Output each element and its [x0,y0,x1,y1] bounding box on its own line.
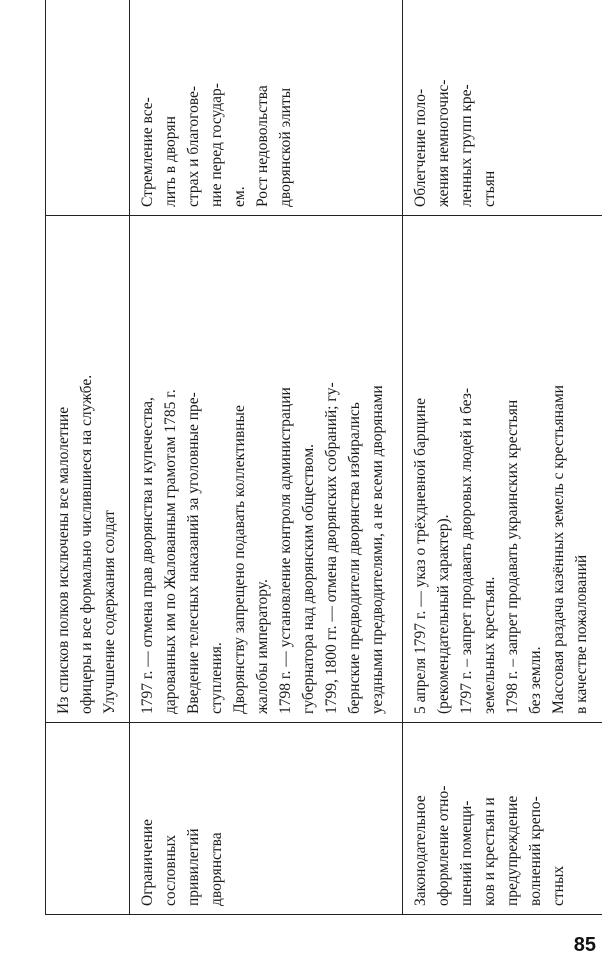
table-row [130,0,403,915]
table-cell-measures [130,216,403,723]
cell-text-line: 1798 г. – запрет продавать украинских крестьян [503,399,521,714]
table-cell-results [130,0,403,216]
table-cell-results [46,0,130,216]
cell-text-line: Улучшение содержания солдат [101,510,118,714]
cell-text-line: ступления. [208,642,226,714]
cell-text-line: страх и благогове- [185,85,203,207]
cell-text-line: оформление отно- [434,785,452,906]
table-cell-results [402,0,602,216]
cell-text-line: Дворянству запрещено подавать коллективные [231,405,249,714]
cell-text-line: уездными предводителями, а не всеми дворянами [369,385,387,714]
cell-text-line: офицеры и все формально числившиеся на службе. [78,374,95,714]
cell-text-line: стных [549,865,567,906]
cell-text-line: земельных крестьян. [480,576,498,714]
table-row [402,0,602,915]
cell-text-line: ем. [231,186,249,207]
cell-text-line: 5 апреля 1797 г. — указ о трёхдневной барщине [411,398,429,714]
table-cell-category [130,723,403,915]
cell-text-line: в качестве пожалований [572,554,590,714]
cell-text-line: предупреждение [503,795,521,906]
cell-text-line: сословных [162,834,180,906]
cell-text-line: 1799, 1800 гг. — отмена дворянских собраний; гу- [323,382,341,714]
cell-text-line: привилегий [185,828,203,906]
table-cell-measures [46,216,130,723]
cell-text-line: губернатора над дворянским обществом. [300,443,318,714]
cell-text-line: дарованных им по Жалованным грамотам 1785 г. [162,389,180,714]
table-cell-measures [402,216,602,723]
cell-text-line: дворянской элиты [277,87,295,207]
cell-text-line: ков и крестьян и [480,797,498,906]
cell-text-line: 1798 г. — установление контроля администрации [277,387,295,714]
cell-text-line: ние перед государ- [208,83,226,207]
cell-text-line: 1797 г. – запрет продавать дворовых людей и без- [457,387,475,714]
cell-text-line: волнений крепо- [526,796,544,906]
cell-text-line: (рекомендательный характер). [434,514,452,714]
cell-text-line: ленных групп кре- [457,84,475,207]
cell-text-line: жения немногочис- [434,79,452,207]
cell-text-line: бернские предводители дворянства избирались [346,402,364,714]
history-table [45,0,602,915]
cell-text-line: Стремление все- [139,97,157,207]
cell-text-line: без земли. [526,646,544,714]
cell-text-line: Законодательное [411,795,429,906]
cell-text-line: жалобы императору. [254,579,272,714]
cell-text-line: шений помещи- [457,800,475,906]
cell-text-line: Введение телесных наказаний за уголовные пре- [185,392,203,714]
cell-text-line: Ограничение [139,819,157,906]
cell-text-line: дворянства [208,832,226,906]
cell-text-line: 1797 г. — отмена прав дворянства и купечества, [139,397,157,714]
cell-text-line: стьян [480,170,498,207]
cell-text-line: Рост недовольства [254,85,272,207]
cell-text-line: Из списков полков исключены все малолетние [55,406,72,714]
table-cell-category [402,723,602,915]
page-number: 85 [573,934,596,956]
cell-text-line: Массовая раздача казённых земель с крестьянами [549,385,567,714]
cell-text-line: лить в дворян [162,116,180,207]
table-row [46,0,130,915]
rotated-page [45,25,602,915]
cell-text-line: Облегчение поло- [411,88,429,207]
table-cell-category [46,723,130,915]
